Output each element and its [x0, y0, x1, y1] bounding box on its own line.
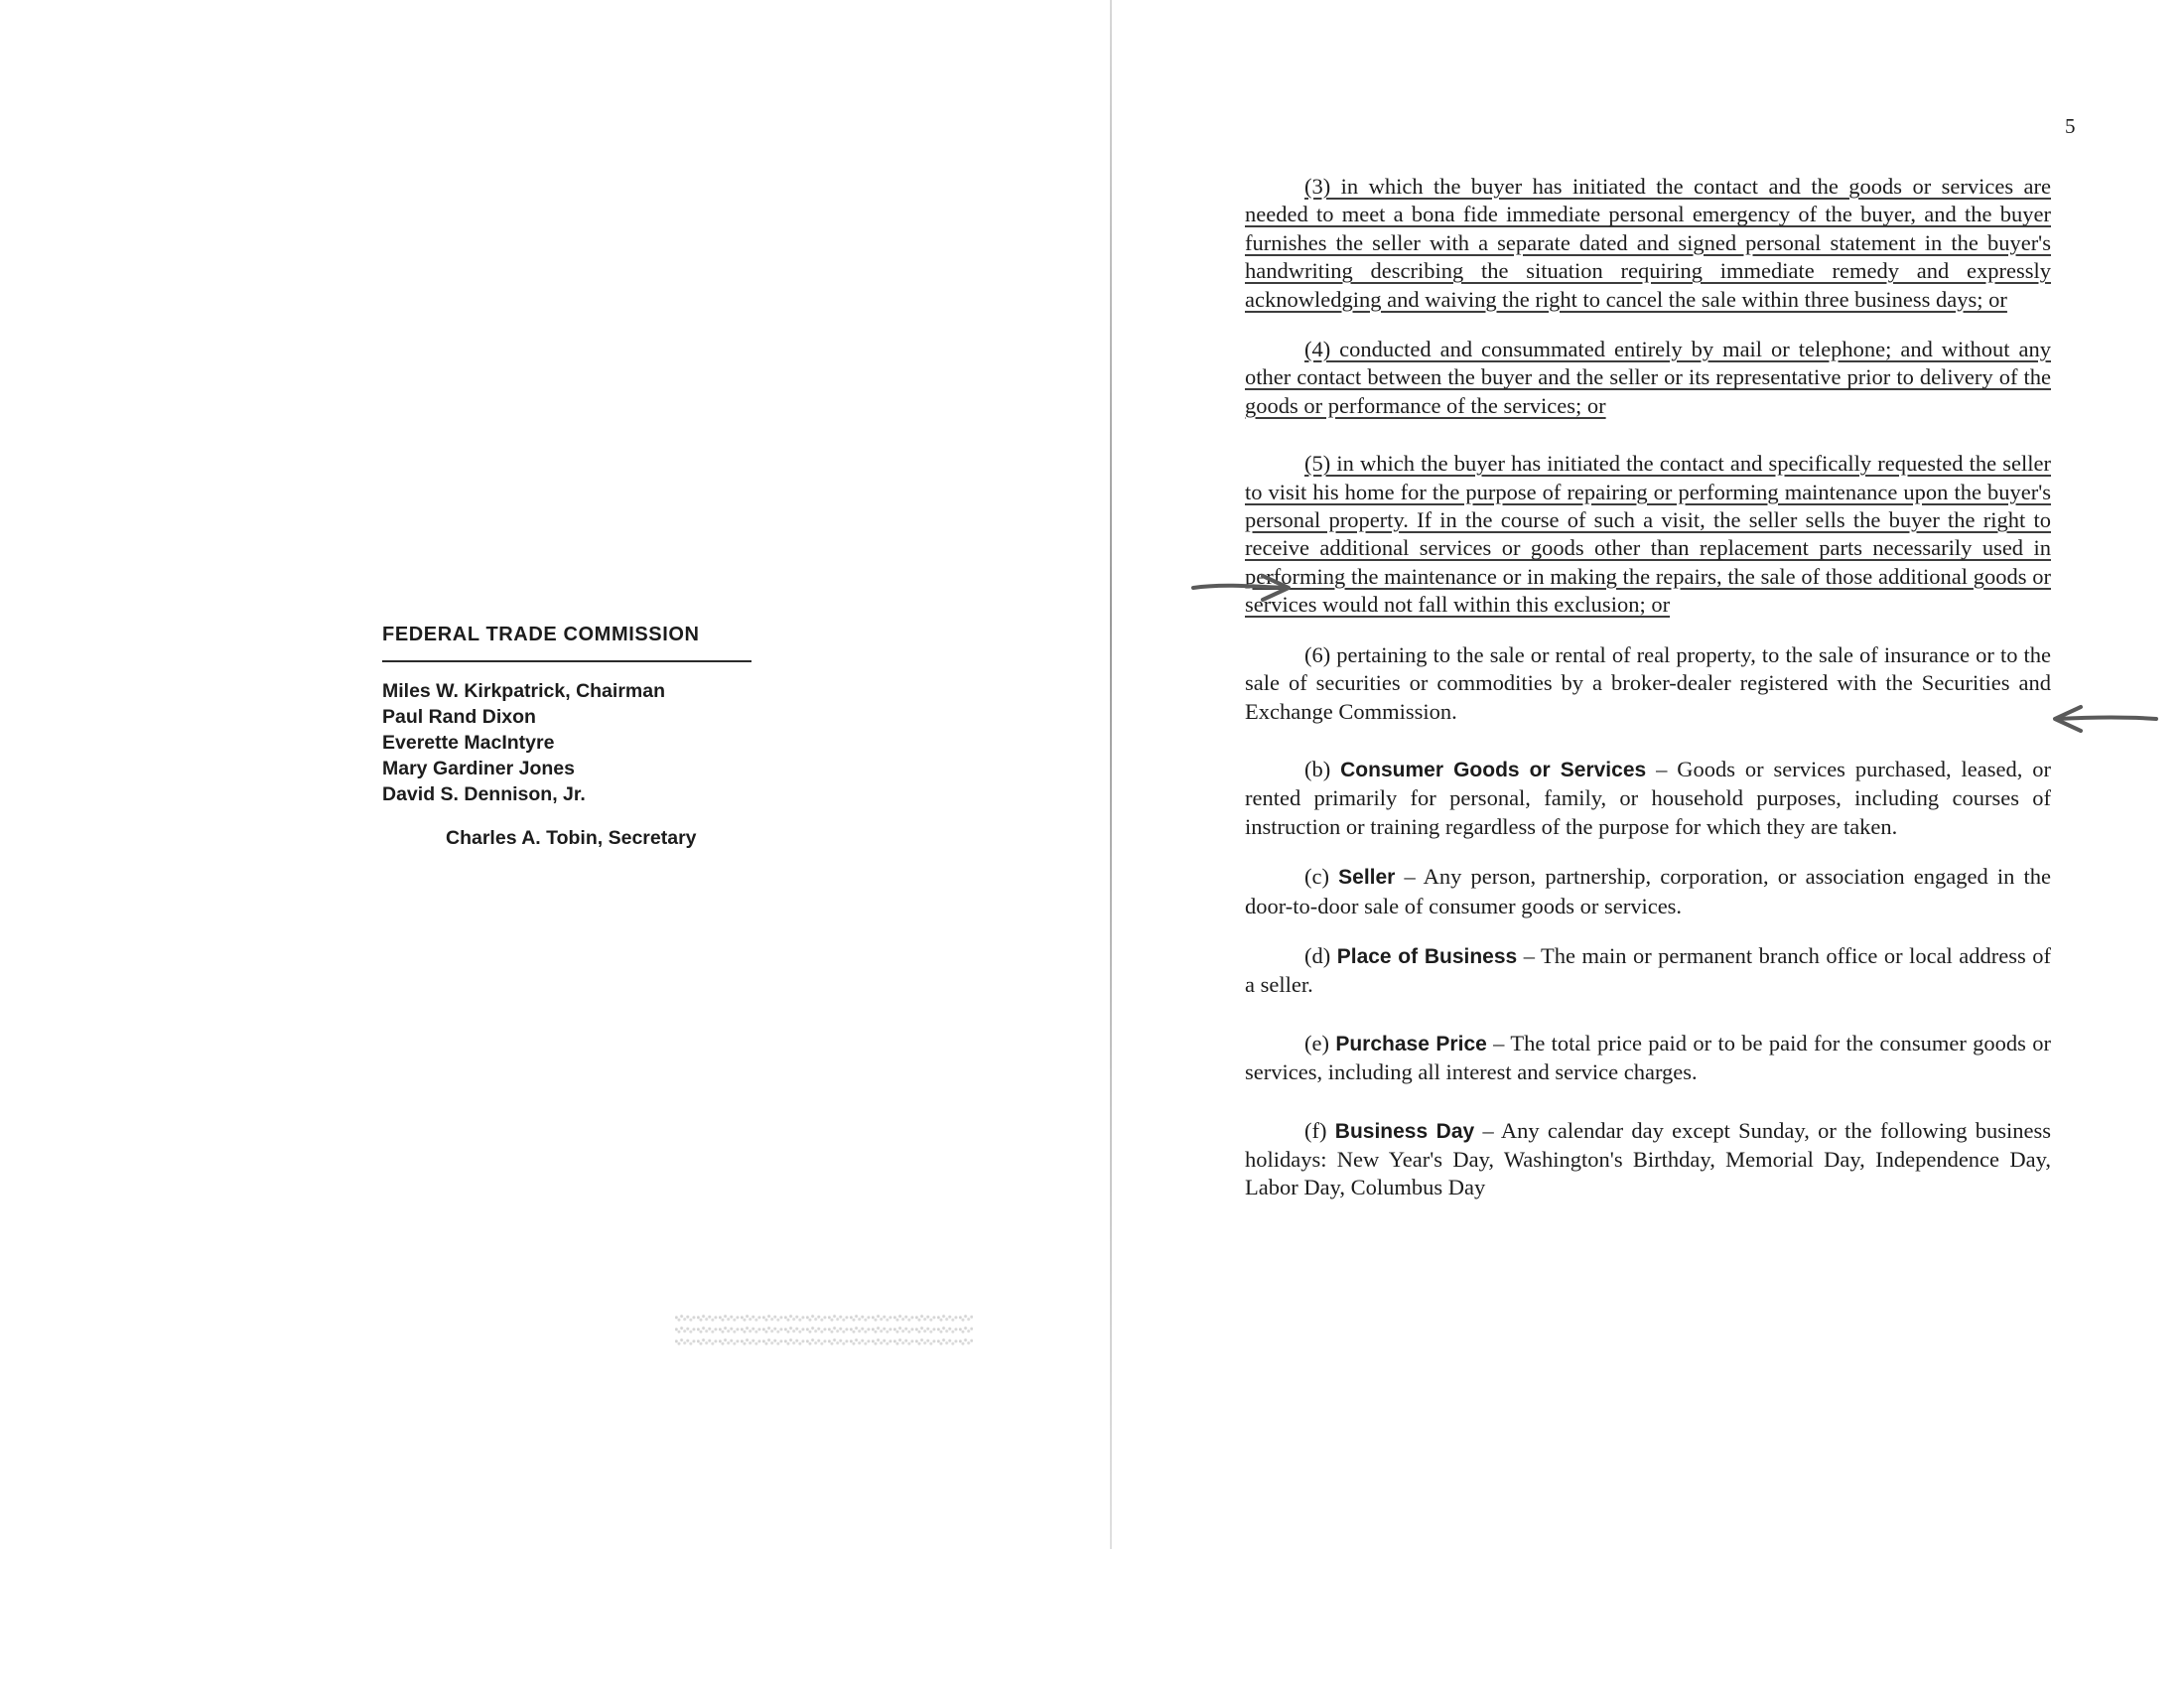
title-rule: [382, 660, 751, 662]
secretary-line: Charles A. Tobin, Secretary: [446, 827, 697, 849]
definition-text: – The main or permanent branch office or local address of a seller.: [1245, 942, 2051, 998]
exclusion-paragraph: (6) pertaining to the sale or rental of real property, to the sale of insurance or to the sale of securities or commodities by a broker-dealer registered with the Securities and Exchange Commission.: [1245, 641, 2051, 724]
definition-term: Place of Business: [1336, 944, 1518, 968]
definition-paragraph: [1245, 1117, 2051, 1202]
commissioner-name: Paul Rand Dixon: [382, 706, 536, 728]
definition-paragraph: [1245, 863, 2051, 920]
definition-term: Consumer Goods or Services: [1340, 758, 1647, 781]
masthead: [382, 624, 769, 850]
definition-term: Business Day: [1334, 1119, 1475, 1143]
definition-paragraph: [1245, 756, 2051, 841]
definition-text: – Any person, partnership, corporation, or association engaged in the door-to-door sale of consumer goods or services.: [1245, 864, 2052, 918]
show-through-smudge: [675, 1313, 973, 1348]
definition-term: Purchase Price: [1335, 1032, 1487, 1055]
definition-label: (d): [1304, 942, 1331, 968]
page-number: 5: [2065, 114, 2076, 138]
margin-arrow-left-icon: [1189, 570, 1298, 606]
definition-text: – Any calendar day except Sunday, or the following business holidays: New Year's Day, Washington's Birthday, Memorial Day, Independence Day, Labor Day, Columbus Day: [1245, 1117, 2052, 1200]
page-body: [1245, 173, 2051, 1202]
exclusion-paragraph: (3) in which the buyer has initiated the contact and the goods or services are needed to meet a bona fide immediate personal emergency of the buyer, and the buyer furnishes the seller with a separate dated and signed personal statement in the buyer's handwriting describing the situation requiring immediate remedy and expressly acknowledging and waiving the right to cancel the sale within three business days; or: [1245, 174, 2051, 312]
definition-text: – Goods or services purchased, leased, or rented primarily for personal, family, or household purposes, including courses of instruction or training regardless of the purpose for which they are taken.: [1245, 756, 2052, 839]
commissioner-name: David S. Dennison, Jr.: [382, 783, 586, 805]
definition-paragraph: [1245, 1030, 2051, 1087]
definition-label: (c): [1304, 864, 1329, 890]
commissioner-list: [382, 678, 769, 807]
exclusion-paragraph: (5) in which the buyer has initiated the contact and specifically requested the seller to visit his home for the purpose of repairing or performing maintenance upon the buyer's personal property. If in the course of such a visit, the seller sells the buyer the right to receive additional services or goods other than replacement parts necessarily used in performing the maintenance or in making the repairs, the sale of those additional goods or services would not fall within this exclusion; or: [1245, 451, 2051, 618]
right-page: [1114, 0, 2184, 1688]
definition-text: – The total price paid or to be paid for the consumer goods or services, including all interest and service charges.: [1245, 1030, 2052, 1085]
commissioner-name: Mary Gardiner Jones: [382, 758, 575, 779]
definition-paragraph: [1245, 942, 2051, 1000]
definition-label: (f): [1304, 1117, 1327, 1143]
page-fold: [1110, 0, 1112, 1549]
commissioner-name: Everette MacIntyre: [382, 732, 555, 754]
definition-term: Seller: [1338, 866, 1396, 890]
exclusion-paragraph: (4) conducted and consummated entirely by mail or telephone; and without any other contact between the buyer and the seller or its representative prior to delivery of the goods or performance of the services; or: [1245, 337, 2051, 418]
agency-title: FEDERAL TRADE COMMISSION: [382, 624, 700, 645]
margin-arrow-right-icon: [2043, 701, 2162, 737]
commissioner-name: Miles W. Kirkpatrick, Chairman: [382, 680, 666, 702]
definition-label: (b): [1304, 756, 1331, 781]
definition-label: (e): [1304, 1030, 1329, 1055]
